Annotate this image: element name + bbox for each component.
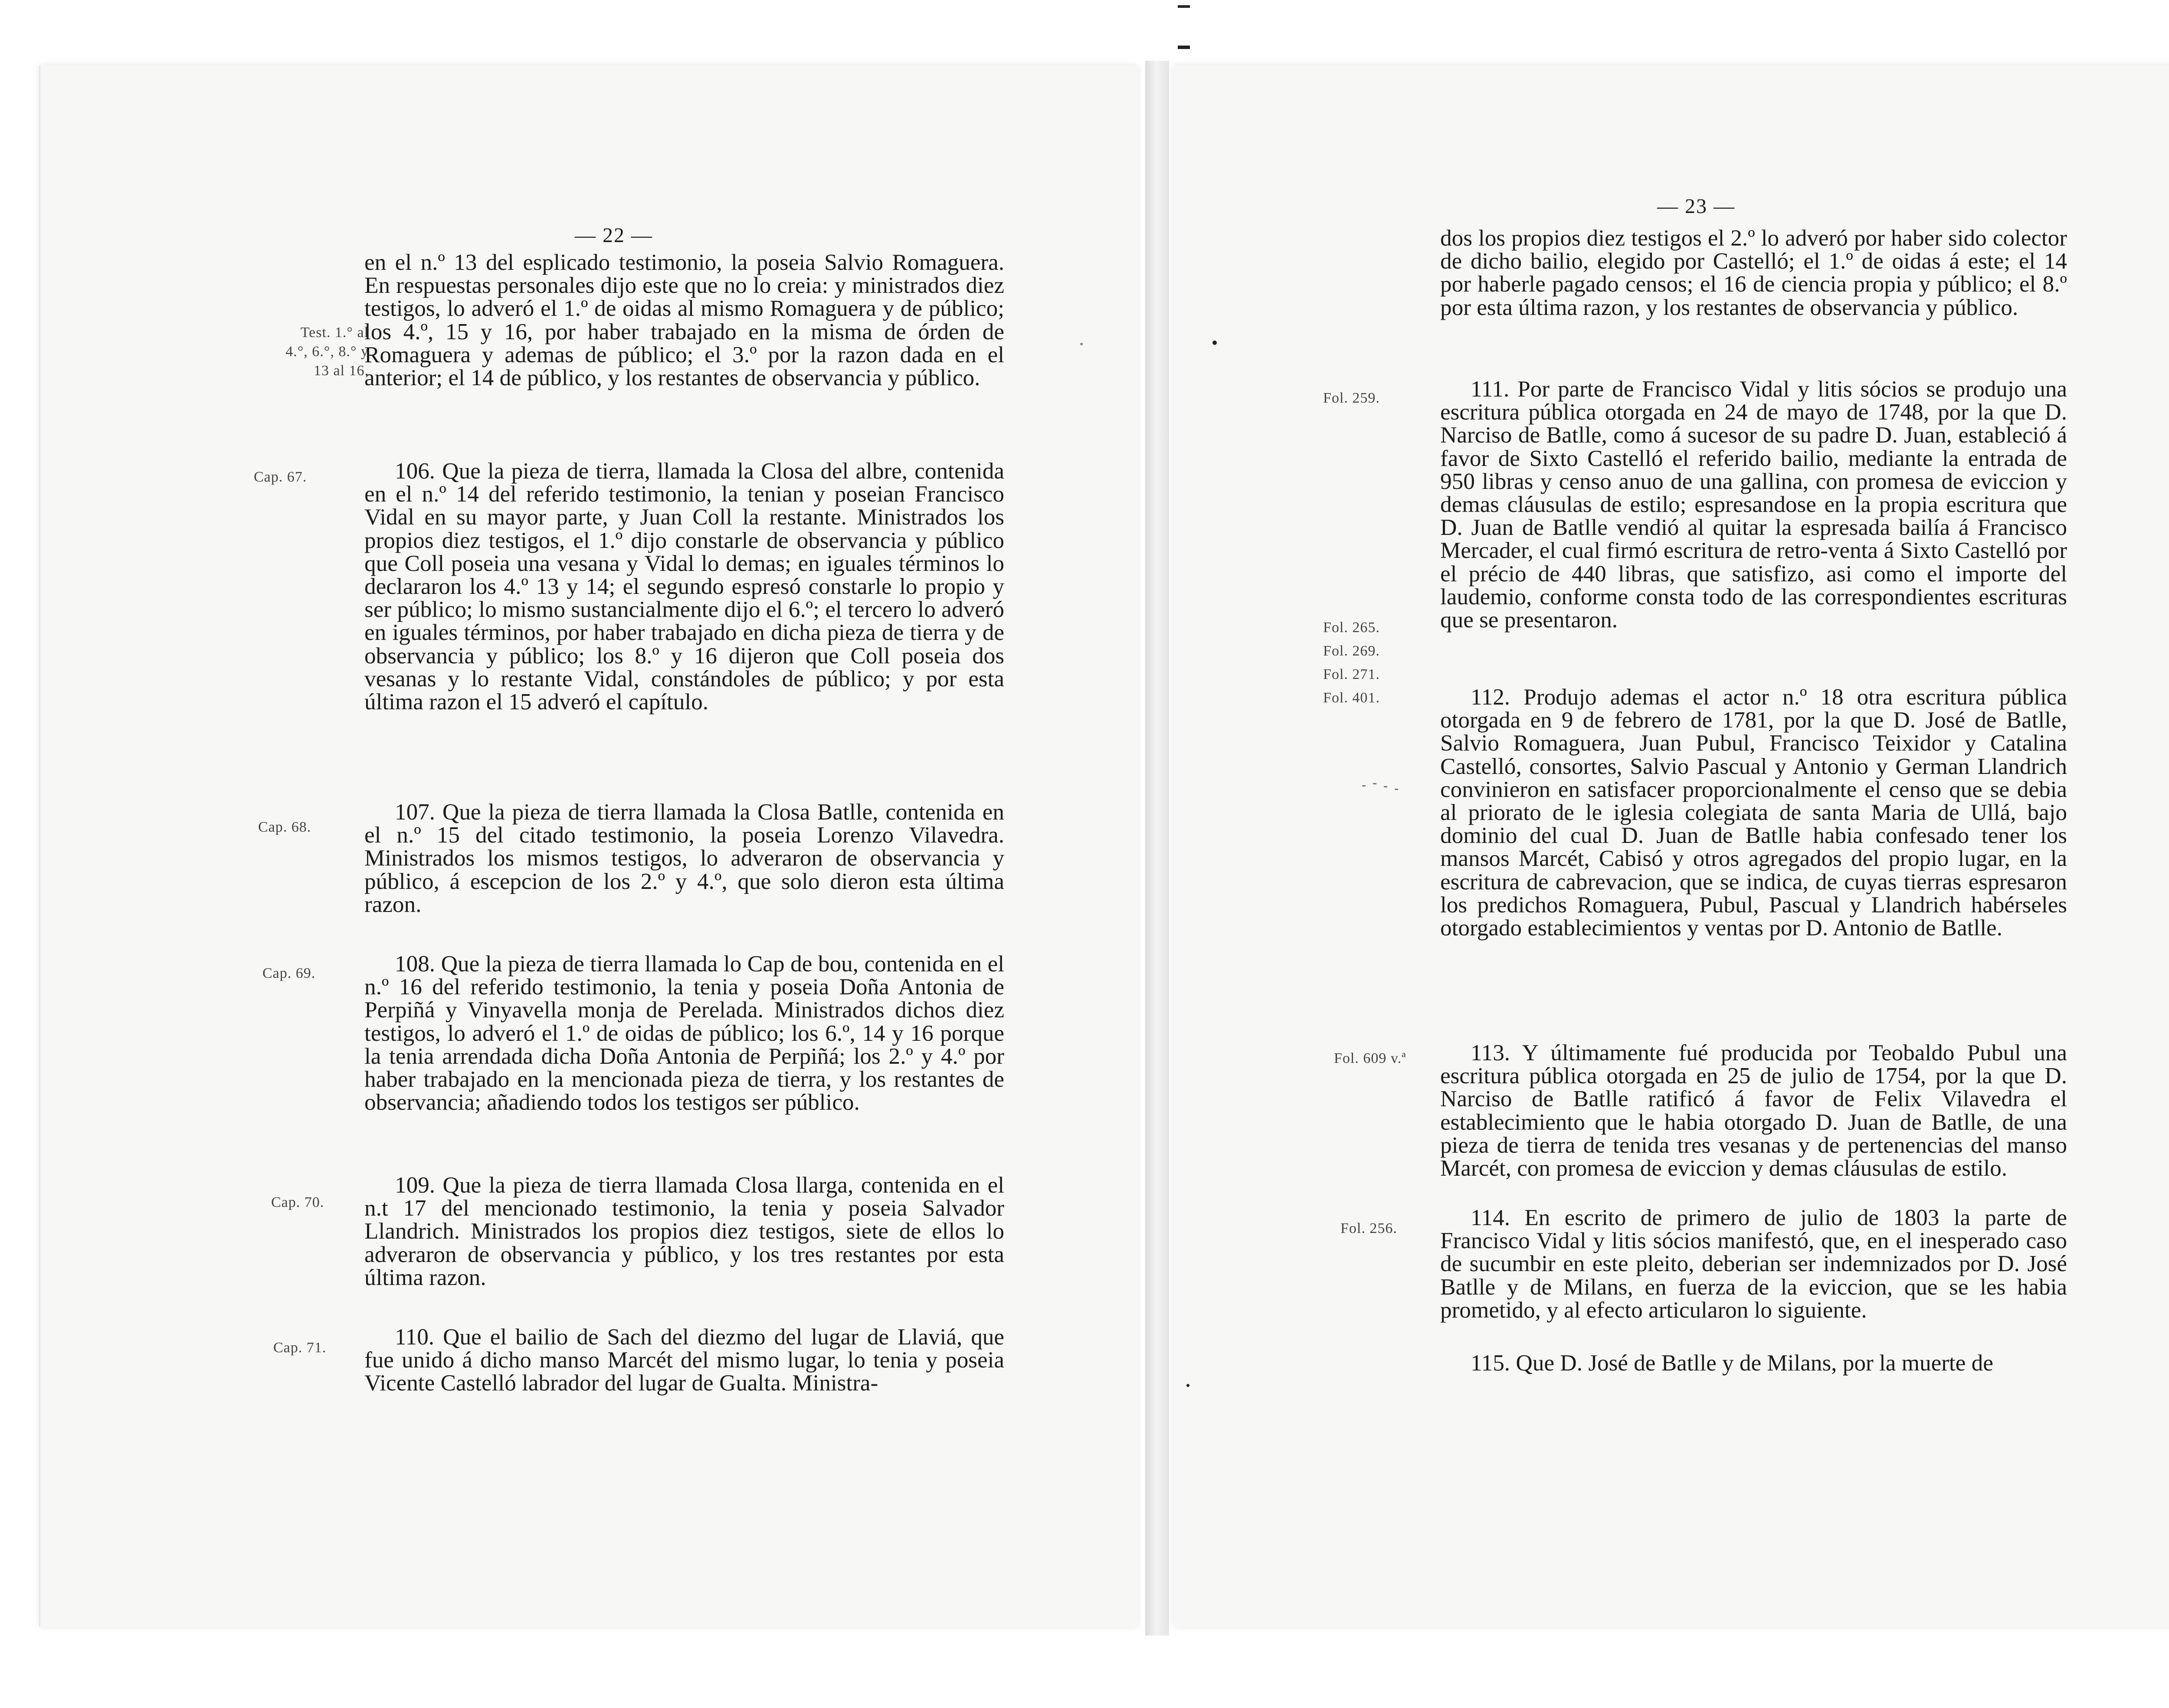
margin-note-cap71: Cap. 71. <box>273 1340 327 1356</box>
paragraph-107: 107. Que la pieza de tierra llamada la Closa Batlle, contenida en el n.º 15 del citado testimonio, la poseia Lorenzo Vilavedra. Ministrados los mismos testigos, lo adveraron de observancia y público, á escepcion de los 2.º y 4.º, que solo dieron esta última razon. <box>364 799 1004 917</box>
top-edge-mark <box>1178 5 1190 8</box>
margin-note-cap69: Cap. 69. <box>262 965 316 981</box>
paragraph-114: 114. En escrito de primero de julio de 1803 la parte de Francisco Vidal y litis sócios manifestó, que, en el inesperado caso de sucumbir en este pleito, deberian ser indemnizados por D. José Batlle y de Milans, en fuerza de la eviccion, que se les habia prometido, y al efecto articularon lo siguiente. <box>1440 1205 2067 1323</box>
margin-note-cap70: Cap. 70. <box>271 1194 324 1210</box>
paragraph-106: 106. Que la pieza de tierra, llamada la Closa del albre, contenida en el n.º 14 del referido testimonio, la tenian y poseian Francisco Vidal en su mayor parte, y Juan Coll la restante. Ministrados los propios diez testigos, el 1.º dijo constarle de observancia y público que Coll poseia una vesana y Vidal lo demas; en iguales términos lo declararon los 4.º 13 y 14; el segundo espresó constarle lo propio y ser público; lo mismo sustancialmente dijo el 6.º; el tercero lo adveró en iguales términos, por haber trabajado en dicha pieza de tierra y de observancia y público; los 8.º y 16 dijeron que Coll poseia dos vesanas y lo restante Vidal, constándoles de público; y por esta última razon el 15 adveró el capítulo. <box>364 458 1004 715</box>
ink-spot <box>1212 341 1217 345</box>
margin-note-cap67: Cap. 67. <box>254 469 307 485</box>
paragraph-110-continuation: dos los propios diez testigos el 2.º lo adveró por haber sido colector de dicho bailio, elegido por Castelló; el 1.º de oidas á este; el 14 por haberle pagado censos; el 16 de ciencia propia y público; el 8.º por esta última razon, y los restantes de observancia y público. <box>1440 225 2067 320</box>
paragraph-110: 110. Que el bailio de Sach del diezmo del lugar de Llaviá, que fue unido á dicho manso Marcét del mismo lugar, lo tenia y poseia Vicente Castelló labrador del lugar de Gualta. Ministra- <box>364 1324 1004 1396</box>
ink-spot <box>1186 1384 1189 1387</box>
ink-smudge <box>1373 783 1376 784</box>
page-number-left: — 22 — <box>575 224 653 247</box>
paragraph-109: 109. Que la pieza de tierra llamada Closa llarga, contenida en el n.t 17 del mencionado testimonio, la tenia y poseia Salvador Llandrich. Ministrados los propios diez testigos, siete de ellos lo adveraron de observancia y público, y los tres restantes por esta última razon. <box>364 1172 1004 1290</box>
margin-note-fol256: Fol. 256. <box>1340 1220 1397 1236</box>
ink-smudge <box>1384 786 1387 787</box>
paragraph-113: 113. Y últimamente fué producida por Teobaldo Pubul una escritura pública otorgada en 25 de julio de 1754, por la que D. Narciso de Batlle ratificó á favor de Felix Vilavedra el establecimiento que le habia otorgado D. Juan de Batlle, de una pieza de tierra de tenida tres vesanas y de pertenencias del manso Marcét, con promesa de eviccion y demas cláusulas de estilo. <box>1440 1040 2067 1181</box>
paragraph-108: 108. Que la pieza de tierra llamada lo Cap de bou, contenida en el n.º 16 del referido testimonio, la tenia y poseia Doña Antonia de Perpiñá y Vinyavella monja de Perelada. Ministrados dichos diez testigos, lo adveró el 1.º de oidas de público; los 6.º, 14 y 16 porque la tenia arrendada dicha Doña Antonia de Perpiñá; los 2.º y 4.º por haber trabajado en la mencionada pieza de tierra, y los restantes de observancia; añadiendo todos los testigos ser público. <box>364 951 1004 1115</box>
ink-smudge <box>1362 785 1366 787</box>
margin-note-cap68: Cap. 68. <box>258 819 311 835</box>
margin-note-fol259: Fol. 259. <box>1323 390 1380 406</box>
margin-note-test: Test. 1.° al 4.°, 6.°, 8.° y 13 al 16. <box>285 325 369 379</box>
ink-spot <box>1080 343 1083 345</box>
ink-smudge <box>1395 789 1398 790</box>
paragraph-111: 111. Por parte de Francisco Vidal y litis sócios se produjo una escritura pública otorgada en 24 de mayo de 1748, por la que D. Narciso de Batlle, como á sucesor de su padre D. Juan, estableció á favor de Sixto Castelló el referido bailio, mediante la entrada de 950 libras y censo anuo de una gallina, con promesa de eviccion y demas cláusulas de estilo; espresandose en la propia escritura que D. Juan de Batlle vendió al quitar la espresada bailía á Francisco Mercader, el cual firmó escritura de retro-venta á Sixto Castelló por el précio de 440 libras, que satisfizo, asi como el importe del laudemio, conforme consta todo de las correspondientes escrituras que se presentaron. <box>1440 376 2067 633</box>
margin-note-fol609: Fol. 609 v.ª <box>1334 1050 1406 1066</box>
top-edge-mark <box>1178 46 1190 49</box>
margin-note-fol265-401: Fol. 265. Fol. 269. Fol. 271. Fol. 401. <box>1323 620 1380 706</box>
page-number-right: — 23 — <box>1657 195 1735 218</box>
paragraph-115: 115. Que D. José de Batlle y de Milans, por la muerte de <box>1471 1350 1993 1376</box>
paragraph-105-continuation: en el n.º 13 del esplicado testimonio, la poseia Salvio Romaguera. En respuestas personales dijo este que no lo creia: y ministrados diez testigos, lo adveró el 1.º de oidas al mismo Romaguera y de público; los 4.º, 15 y 16, por haber trabajado en la misma de órden de Romaguera y ademas de público; el 3.º por la razon dada en el anterior; el 14 de público, y los restantes de observancia y público. <box>364 249 1004 391</box>
paragraph-112: 112. Produjo ademas el actor n.º 18 otra escritura pública otorgada en 9 de febrero de 1781, por la que D. José de Batlle, Salvio Romaguera, Juan Pubul, Francisco Teixidor y Catalina Castelló, consortes, Salvio Pascual y Antonio y German Llandrich convinieron en satisfacer proporcionalmente el censo que se debia al priorato de le iglesia colegiata de santa Maria de Ullá, bajo dominio del cual D. Juan de Batlle habia confesado tener los mansos Marcét, Cabisó y otros agregados del propio lugar, en la escritura de cabrevacion, que se indica, de cuyas tierras espresaron los predichos Romaguera, Pubul, Pascual y Llandrich habérseles otorgado establecimientos y ventas por D. Antonio de Batlle. <box>1440 684 2067 941</box>
book-spine <box>1145 61 1169 1636</box>
